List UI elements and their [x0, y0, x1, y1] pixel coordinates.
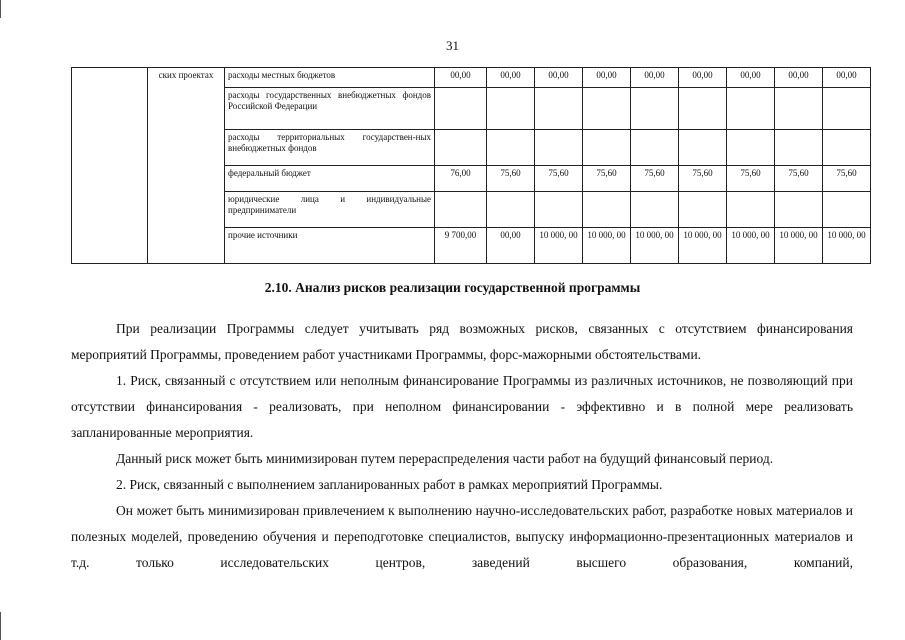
- value-cell: [535, 192, 583, 228]
- value-cell: 00,00: [775, 68, 823, 88]
- value-cell: 75,60: [583, 166, 631, 192]
- value-cell: 75,60: [487, 166, 535, 192]
- project-cell: ских проектах: [148, 68, 225, 264]
- value-cell: 9 700,00: [435, 228, 487, 264]
- value-cell: 76,00: [435, 166, 487, 192]
- value-cell: 75,60: [631, 166, 679, 192]
- value-cell: 10 000, 00: [775, 228, 823, 264]
- value-cell: 75,60: [775, 166, 823, 192]
- value-cell: 75,60: [823, 166, 871, 192]
- value-cell: [775, 130, 823, 166]
- value-cell: [727, 88, 775, 130]
- funding-source: федеральный бюджет: [225, 166, 435, 192]
- value-cell: 00,00: [631, 68, 679, 88]
- value-cell: 75,60: [727, 166, 775, 192]
- value-cell: 00,00: [679, 68, 727, 88]
- value-cell: [487, 88, 535, 130]
- value-cell: [583, 88, 631, 130]
- value-cell: 10 000, 00: [631, 228, 679, 264]
- value-cell: 10 000, 00: [727, 228, 775, 264]
- paragraph: Он может быть минимизирован привлечением к выполнению научно-исследовательских работ, разработке новых материалов и полезных моделей, проведению обучения и переподготовке специалистов, выпуску информационно-презентационных материалов и т.д. только исследовательских центров, заведений высшего образования, компаний,: [71, 503, 853, 570]
- value-cell: [435, 192, 487, 228]
- value-cell: [583, 192, 631, 228]
- value-cell: 10 000, 00: [679, 228, 727, 264]
- funding-source: расходы территориальных государствен-ных внебюджетных фондов: [225, 130, 435, 166]
- value-cell: [631, 130, 679, 166]
- program-cell: [72, 68, 148, 264]
- value-cell: [679, 88, 727, 130]
- value-cell: 10 000, 00: [823, 228, 871, 264]
- paragraph: Данный риск может быть минимизирован путем перераспределения части работ на будущий финансовый период.: [116, 451, 774, 466]
- value-cell: 75,60: [535, 166, 583, 192]
- scan-edge-mark: [0, 612, 1, 640]
- value-cell: 00,00: [535, 68, 583, 88]
- table-row: [72, 68, 871, 88]
- value-cell: [823, 88, 871, 130]
- value-cell: 00,00: [583, 68, 631, 88]
- value-cell: [823, 130, 871, 166]
- value-cell: [487, 130, 535, 166]
- value-cell: [535, 88, 583, 130]
- value-cell: [535, 130, 583, 166]
- value-cell: [679, 192, 727, 228]
- value-cell: 00,00: [435, 68, 487, 88]
- value-cell: 00,00: [823, 68, 871, 88]
- scan-edge-mark: [0, 0, 1, 18]
- section-body: [71, 316, 853, 576]
- value-cell: [631, 192, 679, 228]
- value-cell: [679, 130, 727, 166]
- value-cell: 10 000, 00: [583, 228, 631, 264]
- value-cell: 00,00: [487, 68, 535, 88]
- value-cell: [727, 192, 775, 228]
- page-number: 31: [446, 38, 459, 53]
- funding-table: [71, 67, 871, 264]
- funding-source: расходы государственных внебюджетных фондов Российской Федерации: [225, 88, 435, 130]
- value-cell: [435, 130, 487, 166]
- value-cell: 00,00: [487, 228, 535, 264]
- value-cell: [823, 192, 871, 228]
- value-cell: [487, 192, 535, 228]
- value-cell: [583, 130, 631, 166]
- value-cell: [727, 130, 775, 166]
- paragraph: При реализации Программы следует учитывать ряд возможных рисков, связанных с отсутствием финансирования мероприятий Программы, проведением работ участниками Программы, форс-мажорными обстоятельствами.: [71, 321, 853, 362]
- value-cell: [775, 88, 823, 130]
- funding-source: юридические лица и индивидуальные предприниматели: [225, 192, 435, 228]
- funding-source: прочие источники: [225, 228, 435, 264]
- value-cell: [631, 88, 679, 130]
- section-heading: 2.10. Анализ рисков реализации государственной программы: [264, 280, 641, 295]
- value-cell: [435, 88, 487, 130]
- value-cell: 00,00: [727, 68, 775, 88]
- value-cell: [775, 192, 823, 228]
- paragraph: 1. Риск, связанный с отсутствием или неполным финансирование Программы из различных источников, не позволяющий при отсутствии финансирования - реализовать, при неполном финансировании - эффективно и в полной мере реализовать запланированные мероприятия.: [71, 373, 853, 440]
- value-cell: 75,60: [679, 166, 727, 192]
- paragraph: 2. Риск, связанный с выполнением запланированных работ в рамках мероприятий Программы.: [116, 477, 663, 492]
- value-cell: 10 000, 00: [535, 228, 583, 264]
- funding-source: расходы местных бюджетов: [225, 68, 435, 88]
